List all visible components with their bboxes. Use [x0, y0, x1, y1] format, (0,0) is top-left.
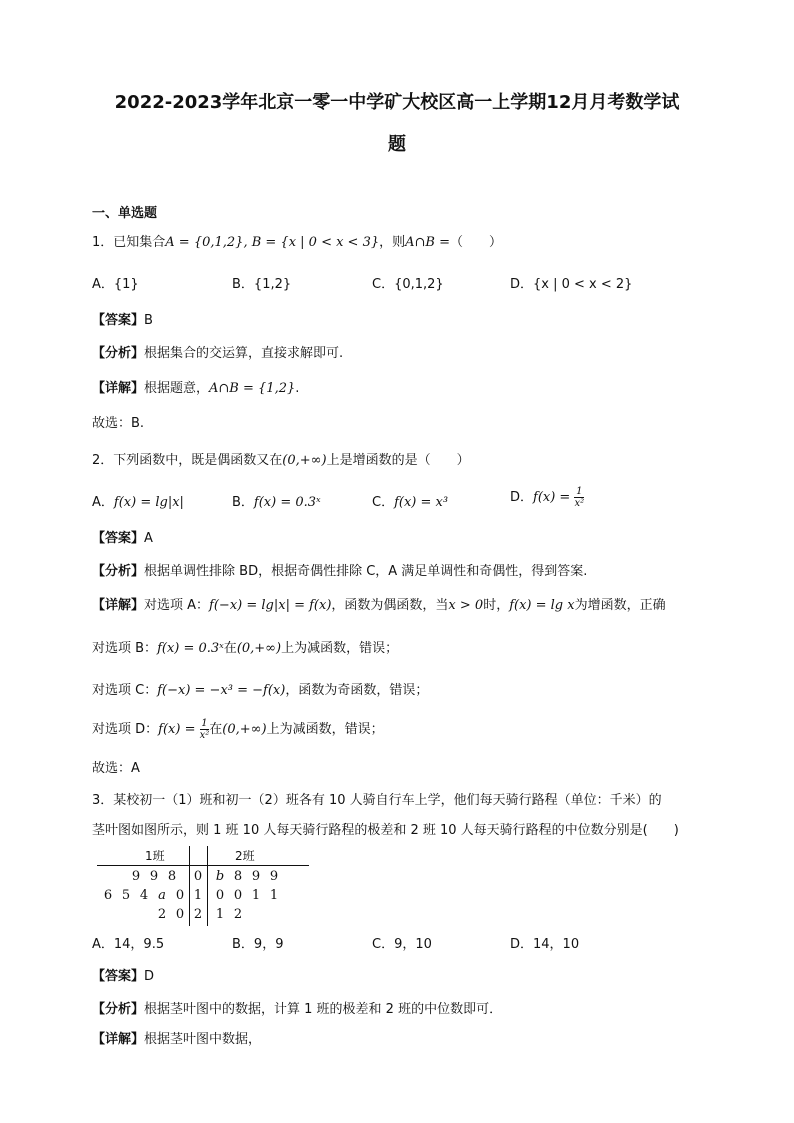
q2-stem: 2．下列函数中，既是偶函数又在(0,+∞)上是增函数的是（ ）	[92, 453, 470, 468]
table-header-rule	[97, 865, 309, 866]
q2-option-b: B．f(x) = 0.3ˣ	[232, 495, 321, 510]
q2-answer: 【答案】A	[92, 531, 153, 546]
q2-detail-c: 对选项 C：f(−x) = −x³ = −f(x)，函数为奇函数，错误；	[92, 683, 429, 698]
q3-option-d: D．14，10	[510, 937, 580, 952]
page-title-line1: 2022-2023学年北京一零一中学矿大校区高一上学期12月月考数学试	[114, 92, 680, 113]
header-class-1: 1班	[145, 849, 165, 863]
q1-analysis: 【分析】根据集合的交运算，直接求解即可.	[92, 346, 344, 361]
leaf-left: a	[158, 888, 166, 903]
q1-option-c: C．{0,1,2}	[372, 277, 444, 292]
leaf-left: 0	[175, 907, 185, 922]
leaf-right: 0	[215, 888, 225, 903]
q2-analysis: 【分析】根据单调性排除 BD，根据奇偶性排除 C，A 满足单调性和奇偶性，得到答案.	[92, 564, 588, 579]
q3-stem-line2: 茎叶图如图所示，则 1 班 10 人每天骑行路程的极差和 2 班 10 人每天骑行路程的中位数分别是( )	[92, 823, 679, 838]
stem-divider-right	[207, 846, 208, 926]
q1-option-a: A．{1}	[92, 277, 139, 292]
q3-stem-line1: 3．某校初一（1）班和初一（2）班各有 10 人骑自行车上学，他们每天骑行路程（单位：千米）的	[92, 793, 662, 808]
q2-option-d: D．f(x) = $\frac{1}{\text{x²}}$	[510, 486, 585, 509]
q2-option-c: C．f(x) = x³	[372, 495, 449, 510]
leaf-right: 1	[269, 888, 279, 903]
fraction: $\frac{1}{\text{x²}}$	[574, 486, 585, 509]
leaf-left: 8	[167, 869, 177, 884]
leaf-left: 4	[139, 888, 149, 903]
leaf-right: 9	[269, 869, 279, 884]
leaf-left: 6	[103, 888, 113, 903]
q3-analysis: 【分析】根据茎叶图中的数据，计算 1 班的极差和 2 班的中位数即可．	[92, 1002, 503, 1017]
q2-conclusion: 故选：A	[92, 761, 140, 776]
q2-detail-d: 对选项 D：f(x) = $\frac{1}{\text{x²}}$ 在(0,+∞)上为减函数，错误；	[92, 718, 384, 741]
page-title-line2: 题	[388, 134, 406, 155]
leaf-right: 2	[233, 907, 243, 922]
leaf-left: 9	[149, 869, 159, 884]
q3-option-b: B．9，9	[232, 937, 284, 952]
leaf-left: 0	[175, 888, 185, 903]
q3-detail: 【详解】根据茎叶图中数据，	[92, 1032, 262, 1047]
q1-answer: 【答案】B	[92, 313, 153, 328]
q1-detail: 【详解】根据题意，A∩B = {1,2}.	[92, 381, 300, 396]
stem: 2	[193, 907, 203, 922]
q1-stem: 1．已知集合A = {0,1,2}, B = {x | 0 < x < 3}，则A∩B =（ ）	[92, 235, 503, 250]
stem: 0	[193, 869, 203, 884]
leaf-left: 2	[157, 907, 167, 922]
section-heading: 一、单选题	[92, 206, 158, 221]
q1-conclusion: 故选：B.	[92, 416, 145, 431]
q3-option-c: C．9，10	[372, 937, 432, 952]
q1-option-d: D．{x | 0 < x < 2}	[510, 277, 633, 292]
leaf-right: 0	[233, 888, 243, 903]
leaf-right: 8	[233, 869, 243, 884]
leaf-left: 9	[131, 869, 141, 884]
leaf-right: b	[215, 869, 225, 884]
leaf-right: 1	[215, 907, 225, 922]
q3-option-a: A．14，9.5	[92, 937, 165, 952]
stem-divider-left	[189, 846, 190, 926]
stem: 1	[193, 888, 203, 903]
leaf-right: 1	[251, 888, 261, 903]
q2-detail-a: 【详解】对选项 A：f(−x) = lg|x| = f(x)，函数为偶函数，当x > 0时，f(x) = lg x为增函数，正确	[92, 598, 666, 613]
leaf-right: 9	[251, 869, 261, 884]
fraction: $\frac{1}{\text{x²}}$	[199, 718, 210, 741]
stem-leaf-table	[97, 846, 309, 926]
q3-answer: 【答案】D	[92, 969, 155, 984]
leaf-left: 5	[121, 888, 131, 903]
q1-option-b: B．{1,2}	[232, 277, 292, 292]
q2-detail-b: 对选项 B：f(x) = 0.3ˣ在(0,+∞)上为减函数，错误；	[92, 641, 399, 656]
q2-option-a: A．f(x) = lg|x|	[92, 495, 184, 510]
header-class-2: 2班	[235, 849, 255, 863]
